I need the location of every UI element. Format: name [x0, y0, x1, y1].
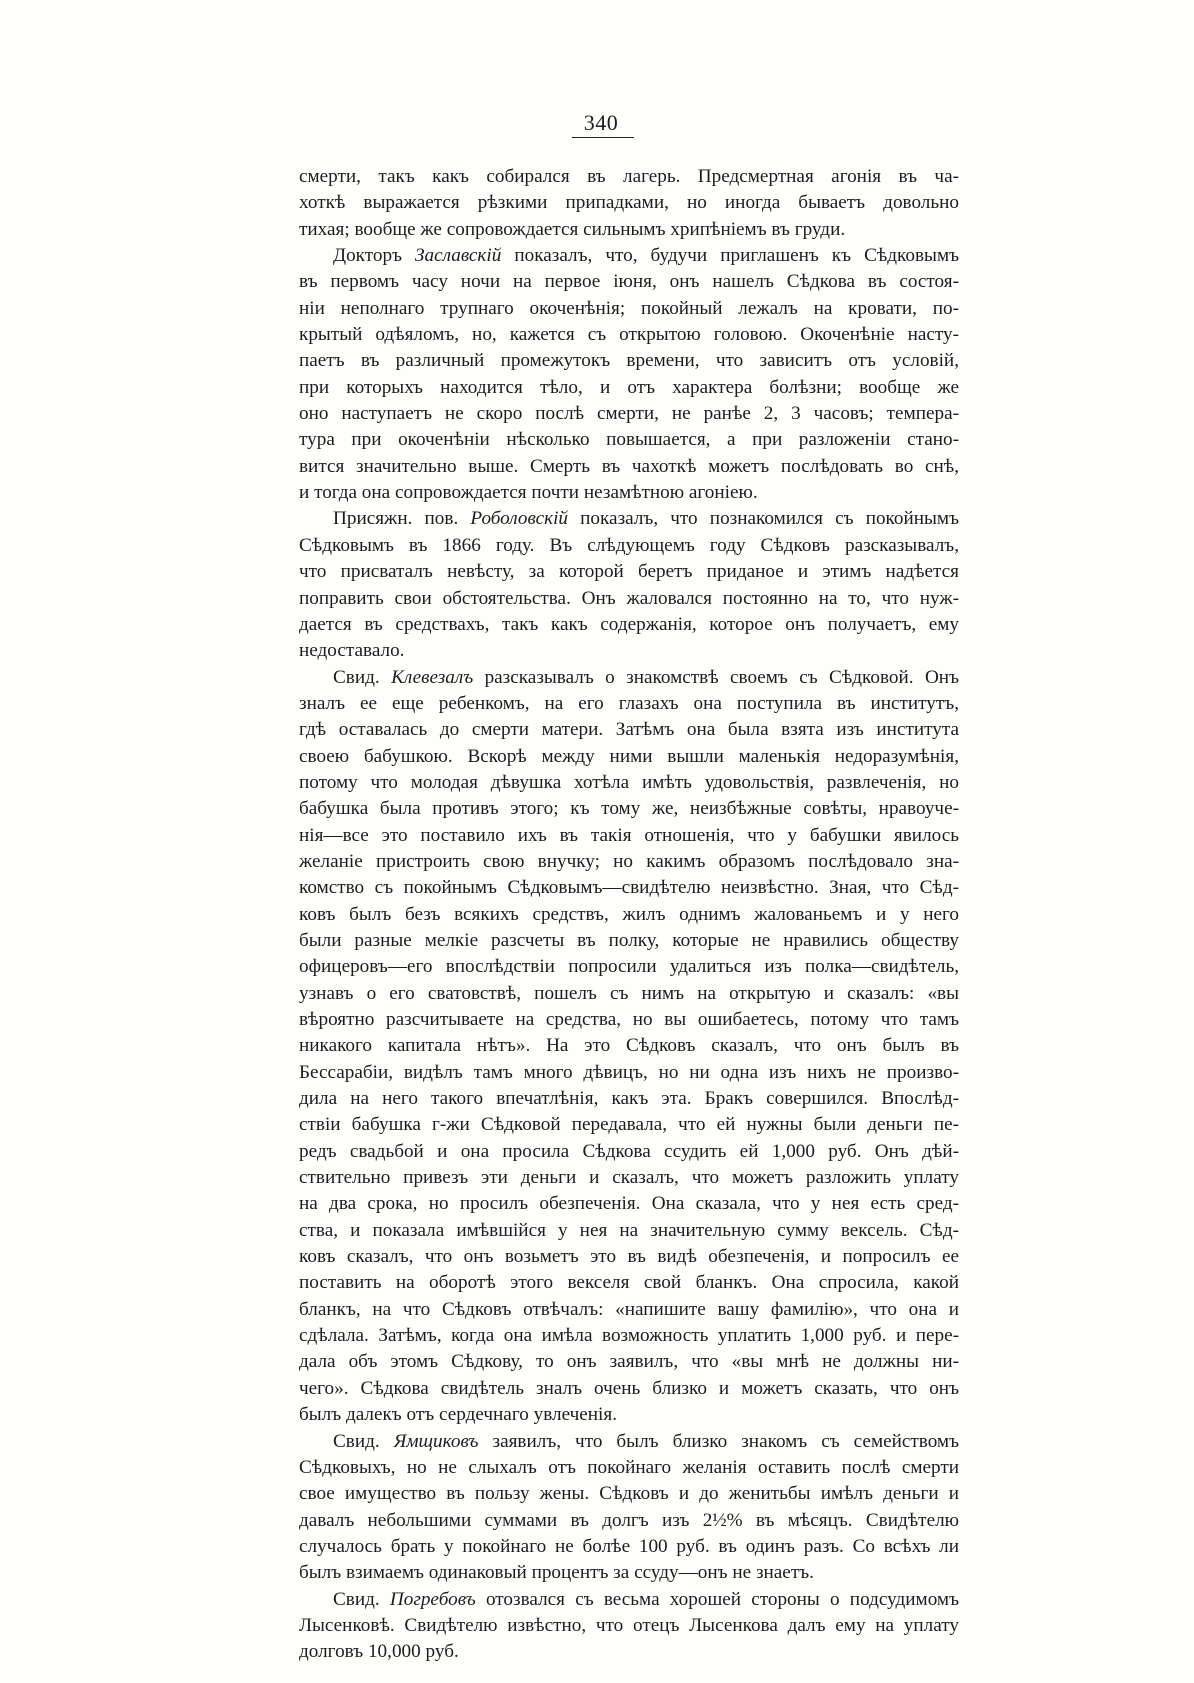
text-line	[299, 533, 959, 559]
text-run: паетъ въ различный промежутокъ времени, что зависитъ отъ условій,	[299, 350, 959, 372]
text-run: давалъ небольшими суммами въ долгъ изъ 2½% въ мѣсяцъ. Свидѣтелю	[299, 1509, 959, 1531]
paragraph	[299, 1587, 959, 1666]
text-line	[299, 1218, 959, 1244]
text-run: тура при окоченѣніи нѣсколько повышается, а при разложеніи стано-	[299, 429, 959, 451]
text-line	[299, 506, 959, 532]
paragraph	[299, 164, 959, 243]
text-line	[299, 1244, 959, 1270]
text-line	[299, 1112, 959, 1138]
text-run: бабушка была противъ этого; къ тому же, неизбѣжные совѣты, нравоуче-	[299, 798, 959, 820]
text-run: Докторъ	[333, 245, 416, 267]
paragraph	[299, 1429, 959, 1587]
text-line	[299, 638, 959, 664]
text-run: тихая; вообще же сопровождается сильнымъ хрипѣніемъ въ груди.	[299, 218, 846, 240]
text-line	[299, 770, 959, 796]
paragraph	[299, 506, 959, 664]
text-run: вится значительно выше. Смерть въ чахоткѣ можетъ послѣдовать во снѣ,	[299, 455, 959, 477]
text-run: потому что молодая дѣвушка хотѣла имѣть удовольствія, развлеченія, но	[299, 771, 959, 793]
text-run: редъ свадьбой и она просила Сѣдкова ссудить ей 1,000 руб. Онъ дѣй-	[299, 1140, 959, 1162]
witness-name: Ямщиковъ	[393, 1430, 479, 1452]
text-line	[299, 665, 959, 691]
text-line	[299, 348, 959, 374]
text-run: своею бабушкою. Вскорѣ между ними вышли маленькія недоразумѣнія,	[299, 745, 959, 767]
text-run: были разные мелкіе разсчеты въ полку, которые не нравились обществу	[299, 929, 959, 951]
witness-name: Заславскій	[415, 245, 502, 267]
text-line	[299, 401, 959, 427]
text-run: Лысенковѣ. Свидѣтелю извѣстно, что отецъ Лысенкова далъ ему на уплату	[299, 1614, 959, 1636]
text-line	[299, 1060, 959, 1086]
page-number: 340	[583, 110, 619, 135]
text-line	[299, 375, 959, 401]
text-run: ковъ сказалъ, что онъ возьметъ это въ видѣ обезпеченія, и попросилъ ее	[299, 1246, 959, 1268]
text-run: желаніе пристроить свою внучку; но какимъ образомъ послѣдовало зна-	[299, 850, 959, 872]
text-line	[299, 1613, 959, 1639]
text-line	[299, 480, 959, 506]
text-line	[299, 954, 959, 980]
paragraph	[299, 243, 959, 506]
text-run: свое имущество въ пользу жены. Сѣдковъ и до женитьбы имѣлъ деньги и	[299, 1483, 959, 1505]
text-run: поставить на оборотѣ этого векселя свой бланкъ. Она спросила, какой	[299, 1272, 959, 1294]
text-run: что присваталъ невѣсту, за которой беретъ приданое и этимъ надѣется	[299, 561, 959, 583]
text-line	[299, 217, 959, 243]
text-line	[299, 691, 959, 717]
witness-name: Погребовъ	[389, 1588, 476, 1610]
text-run: Сѣдковымъ въ 1866 году. Въ слѣдующемъ году Сѣдковъ разсказывалъ,	[299, 534, 959, 556]
text-line	[299, 1007, 959, 1033]
text-run: ствіи бабушка г-жи Сѣдковой передавала, что ей нужны были деньги пе-	[299, 1114, 959, 1136]
text-run: ства, и показала имѣвшійся у нея на значительную сумму вексель. Сѣд-	[299, 1219, 959, 1241]
text-run: показалъ, что познакомился съ покойнымъ	[568, 508, 959, 530]
text-run: никакого капитала нѣтъ». На это Сѣдковъ сказалъ, что онъ былъ въ	[299, 1035, 959, 1057]
text-run: чего». Сѣдкова свидѣтель зналъ очень близко и можетъ сказать, что онъ	[299, 1377, 959, 1399]
text-run: поправить свои обстоятельства. Онъ жаловался постоянно на то, что нуж-	[299, 587, 959, 609]
text-run: узнавъ о его сватовствѣ, пошелъ съ нимъ на открытую и сказалъ: «вы	[299, 982, 959, 1004]
text-run: заявилъ, что былъ близко знакомъ съ семействомъ	[478, 1430, 959, 1452]
page-number-rule	[572, 137, 634, 138]
text-run: ствительно привезъ эти деньги и сказалъ, что можетъ разложить уплату	[299, 1167, 959, 1189]
text-line	[299, 849, 959, 875]
text-line	[299, 981, 959, 1007]
text-line	[299, 1297, 959, 1323]
text-run: смерти, такъ какъ собирался въ лагерь. Предсмертная агонія въ ча-	[299, 166, 959, 187]
text-line	[299, 796, 959, 822]
text-run: Бессарабіи, видѣлъ тамъ много дѣвицъ, но ни одна изъ нихъ не произво-	[299, 1061, 959, 1083]
text-run: Свид.	[333, 1430, 394, 1452]
witness-name: Роболовскій	[470, 508, 568, 530]
text-run: ніи неполнаго трупнаго окоченѣнія; покойный лежалъ на кровати, по-	[299, 297, 959, 319]
text-run: случалось брать у покойнаго не болѣе 100 руб. въ одинъ разъ. Со всѣхъ ли	[299, 1535, 959, 1557]
text-run: въ первомъ часу ночи на первое іюня, онъ нашелъ Сѣдкова въ состоя-	[299, 271, 959, 293]
text-run: офицеровъ—его впослѣдствіи попросили удалиться изъ полка—свидѣтель,	[299, 956, 959, 978]
text-run: разсказывалъ о знакомствѣ своемъ съ Сѣдковой. Онъ	[473, 666, 959, 688]
text-run: Свид.	[333, 666, 392, 688]
text-line	[299, 1349, 959, 1375]
text-line	[299, 559, 959, 585]
text-run: отозвался съ весьма хорошей стороны о подсудимомъ	[475, 1588, 959, 1610]
text-line	[299, 427, 959, 453]
text-line	[299, 296, 959, 322]
text-run: нія—все это поставило ихъ въ такія отношенія, что у бабушки явилось	[299, 824, 959, 846]
witness-name: Клевезалъ	[391, 666, 474, 688]
text-run: былъ далекъ отъ сердечнаго увлеченія.	[299, 1404, 617, 1426]
text-line	[299, 243, 959, 269]
text-line	[299, 875, 959, 901]
text-run: и тогда она сопровождается почти незамѣтною агоніею.	[299, 482, 758, 504]
text-line	[299, 928, 959, 954]
text-line	[299, 1033, 959, 1059]
text-run: вѣроятно разсчитываете на средства, но вы ошибаетесь, потому что тамъ	[299, 1009, 959, 1030]
text-run: оно наступаетъ не скоро послѣ смерти, не ранѣе 2, 3 часовъ; темпера-	[299, 403, 959, 425]
text-line	[299, 322, 959, 348]
body-text	[299, 164, 959, 1666]
text-run: сдѣлала. Затѣмъ, когда она имѣла возможность уплатить 1,000 руб. и пере-	[299, 1325, 959, 1347]
text-line	[299, 717, 959, 743]
text-run: дила на него такого впечатлѣнія, какъ эта. Бракъ совершился. Впослѣд-	[299, 1088, 959, 1110]
text-run: бланкъ, на что Сѣдковъ отвѣчалъ: «напишите вашу фамилію», что она и	[299, 1298, 959, 1320]
text-line	[299, 1455, 959, 1481]
text-line	[299, 902, 959, 928]
text-line	[299, 1429, 959, 1455]
text-line	[299, 269, 959, 295]
text-line	[299, 190, 959, 216]
text-run: долговъ 10,000 руб.	[299, 1641, 459, 1663]
text-run: недоставало.	[299, 640, 405, 662]
text-run: былъ взимаемъ одинаковый процентъ за ссуду—онъ не знаетъ.	[299, 1562, 814, 1584]
text-line	[299, 1639, 959, 1665]
text-line	[299, 1560, 959, 1586]
text-line	[299, 612, 959, 638]
text-line	[299, 1534, 959, 1560]
text-run: хоткѣ выражается рѣзкими припадками, но иногда бываетъ довольно	[299, 192, 959, 214]
text-run: показалъ, что, будучи приглашенъ къ Сѣдковымъ	[501, 245, 960, 267]
text-run: крытый одѣяломъ, но, кажется съ открытою головою. Окоченѣніе насту-	[299, 324, 959, 346]
text-line	[299, 1165, 959, 1191]
text-run: комство съ покойнымъ Сѣдковымъ—свидѣтелю неизвѣстно. Зная, что Сѣд-	[299, 877, 959, 899]
text-run: зналъ ее еще ребенкомъ, на его глазахъ она поступила въ институтъ,	[299, 692, 959, 714]
text-line	[299, 586, 959, 612]
text-line	[299, 164, 959, 190]
text-run: дается въ средствахъ, такъ какъ содержанія, которое онъ получаетъ, ему	[299, 613, 959, 635]
text-run: дала объ этомъ Сѣдкову, то онъ заявилъ, что «вы мнѣ не должны ни-	[299, 1351, 959, 1373]
text-run: на два срока, но просилъ обезпеченія. Она сказала, что у нея есть сред-	[299, 1193, 959, 1215]
text-line	[299, 823, 959, 849]
text-line	[299, 1191, 959, 1217]
text-run: ковъ былъ безъ всякихъ средствъ, жилъ однимъ жалованьемъ и у него	[299, 903, 959, 925]
text-line	[299, 1323, 959, 1349]
text-line	[299, 1508, 959, 1534]
text-line	[299, 1481, 959, 1507]
text-line	[299, 744, 959, 770]
text-run: Присяжн. пов.	[333, 508, 471, 530]
text-line	[299, 1139, 959, 1165]
text-line	[299, 1086, 959, 1112]
text-line	[299, 1270, 959, 1296]
text-line	[299, 1402, 959, 1428]
text-line	[299, 1587, 959, 1613]
text-run: Сѣдковыхъ, но не слыхалъ отъ покойнаго желанія оставить послѣ смерти	[299, 1456, 959, 1478]
text-run: при которыхъ находится тѣло, и отъ характера болѣзни; вообще же	[299, 376, 959, 398]
text-run: Свид.	[333, 1588, 390, 1610]
text-line	[299, 1376, 959, 1402]
text-line	[299, 454, 959, 480]
paragraph	[299, 665, 959, 1429]
text-run: гдѣ оставалась до смерти матери. Затѣмъ она была взята изъ института	[299, 719, 959, 741]
